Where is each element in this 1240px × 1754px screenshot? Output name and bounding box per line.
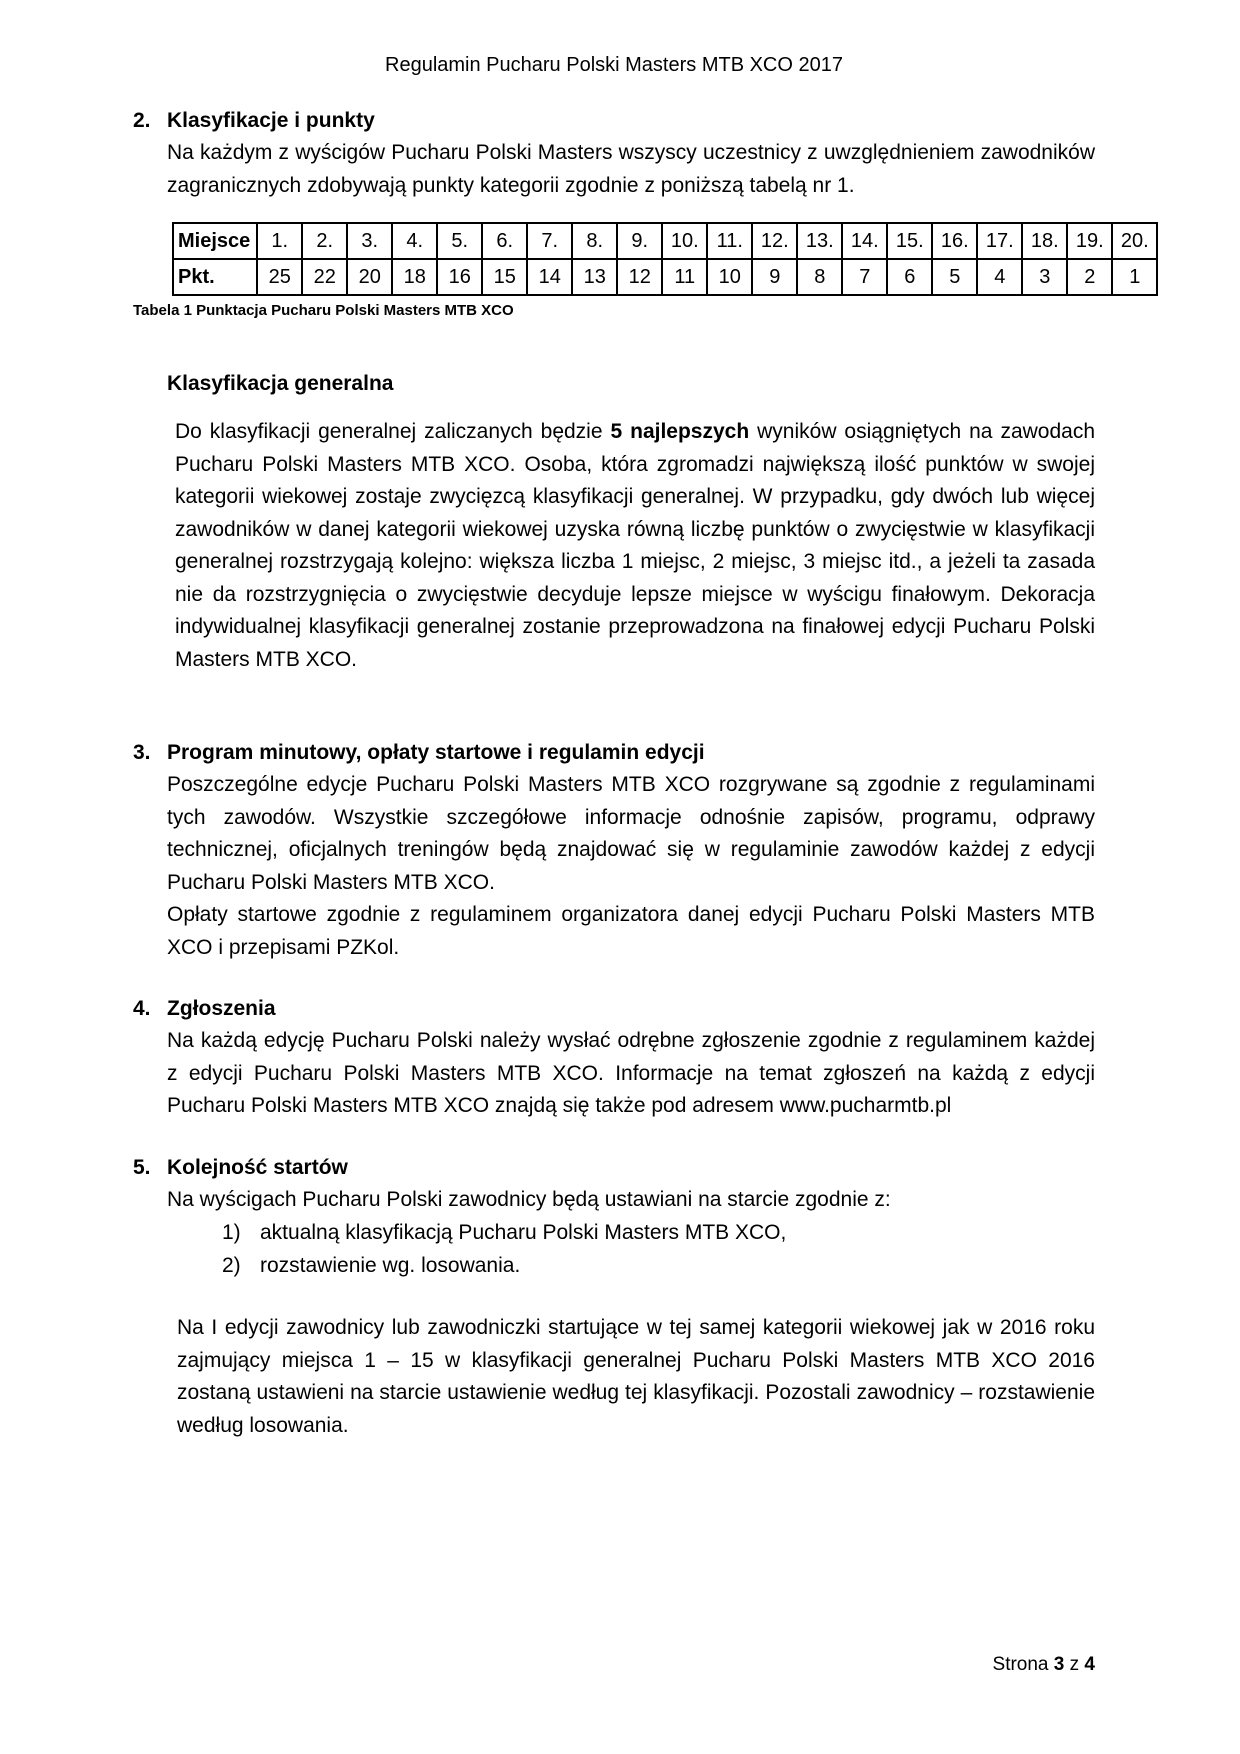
table-cell: 11 (662, 259, 707, 295)
section-3-title: Program minutowy, opłaty startowe i regulamin edycji (167, 741, 705, 764)
table-cell: 22 (302, 259, 347, 295)
document-title: Regulamin Pucharu Polski Masters MTB XCO 2017 (385, 54, 843, 76)
table-cell: 19. (1067, 223, 1112, 259)
table-cell: 1. (257, 223, 302, 259)
section-3-paragraph-1: Poszczególne edycje Pucharu Polski Masters MTB XCO rozgrywane są zgodnie z regulaminami tych zawodów. Wszystkie szczegółowe informacje odnośnie zapisów, programu, odprawy technicznej, oficjalnych treningów będą znajdować się w regulaminie zawodów każdej z edycji Pucharu Polski Masters MTB XCO. (167, 773, 1095, 894)
list-item-marker: 2) (222, 1254, 241, 1277)
subsection-heading: Klasyfikacja generalna (167, 372, 394, 395)
table-cell: 5 (932, 259, 977, 295)
start-order-list (222, 1216, 1095, 1282)
table-cell: 6 (887, 259, 932, 295)
section-5-number: 5. (133, 1155, 151, 1179)
table-cell: 17. (977, 223, 1022, 259)
table-cell: 20. (1112, 223, 1157, 259)
section-4-title: Zgłoszenia (167, 997, 276, 1020)
list-item (222, 1249, 1095, 1282)
table-cell: 9 (752, 259, 797, 295)
section-2-heading (133, 104, 1095, 137)
page-number-prefix: Strona (992, 1654, 1054, 1675)
section-4-paragraph: Na każdą edycję Pucharu Polski należy wysłać odrębne zgłoszenie zgodnie z regulaminem każdej z edycji Pucharu Polski Masters MTB XCO. Informacje na temat zgłoszeń na każdą z edycji Pucharu Polski Masters MTB XCO znajdą się także pod adresem www.pucharmtb.pl (167, 1029, 1095, 1117)
list-item-text: rozstawienie wg. losowania. (260, 1254, 521, 1277)
table-cell: 18. (1022, 223, 1067, 259)
points-table (172, 222, 1158, 296)
section-5-heading (133, 1151, 1095, 1184)
table-row-points (173, 259, 1157, 295)
emphasized-text: 5 najlepszych (610, 420, 750, 443)
text-segment: Do klasyfikacji generalnej zaliczanych będzie (175, 420, 611, 443)
table-cell: 11. (707, 223, 752, 259)
section-3-number: 3. (133, 741, 151, 764)
table-cell: 2 (1067, 259, 1112, 295)
general-classification-paragraph (175, 416, 1095, 676)
table-cell: 7. (527, 223, 572, 259)
table-cell: 6. (482, 223, 527, 259)
section-4-heading (133, 992, 1095, 1025)
list-item (222, 1216, 1095, 1249)
section-4-number: 4. (133, 997, 151, 1020)
table-cell: 16 (437, 259, 482, 295)
table-cell: 13. (797, 223, 842, 259)
table-cell: 14 (527, 259, 572, 295)
text-segment: wyników osiągniętych na zawodach Pucharu Polski Masters MTB XCO. Osoba, która zgromadzi największą ilość punktów w swojej kategorii wiekowej zostaje zwycięzcą klasyfikacji generalnej. W przypadku, gdy dwóch lub więcej zawodników w danej kategorii wiekowej uzyska równą liczbę punktów o zwycięstwie w klasyfikacji generalnej rozstrzygają kolejno: większa liczba 1 miejsc, 2 miejsc, 3 miejsc itd., a jeżeli ta zasada nie da rozstrzygnięcia o zwycięstwie decyduje lepsze miejsce w wyścigu finałowym. Dekoracja indywidualnej klasyfikacji generalnej zostanie przeprowadzona na finałowej edycji Pucharu Polski Masters MTB XCO. (175, 420, 1096, 671)
table-row-header-place: Miejsce (173, 223, 257, 259)
table-cell: 13 (572, 259, 617, 295)
section-5-closing-paragraph: Na I edycji zawodnicy lub zawodniczki startujące w tej samej kategorii wiekowej jak w 2016 roku zajmujący miejsca 1 – 15 w klasyfikacji generalnej Pucharu Polski Masters MTB XCO 2016 zostaną ustawieni na starcie ustawienie według tej klasyfikacji. Pozostali zawodnicy – rozstawienie według losowania. (177, 1316, 1095, 1437)
page-number-current: 3 (1053, 1654, 1065, 1675)
table-cell: 10. (662, 223, 707, 259)
section-5-title: Kolejność startów (167, 1155, 348, 1179)
table-cell: 2. (302, 223, 347, 259)
table-cell: 15. (887, 223, 932, 259)
table-row-header-points: Pkt. (173, 259, 257, 295)
page-number-total: 4 (1084, 1654, 1095, 1675)
section-3-paragraph-2: Opłaty startowe zgodnie z regulaminem organizatora danej edycji Pucharu Polski Masters MTB XCO i przepisami PZKol. (167, 903, 1095, 959)
list-item-text: aktualną klasyfikacją Pucharu Polski Masters MTB XCO, (260, 1221, 787, 1244)
page-number (993, 1654, 1095, 1676)
table-cell: 18 (392, 259, 437, 295)
section-2-intro-paragraph: Na każdym z wyścigów Pucharu Polski Masters wszyscy uczestnicy z uwzględnieniem zawodników zagranicznych zdobywają punkty kategorii zgodnie z poniższą tabelą nr 1. (167, 141, 1095, 197)
table-caption: Tabela 1 Punktacja Pucharu Polski Masters MTB XCO (133, 302, 514, 319)
table-cell: 25 (257, 259, 302, 295)
table-cell: 5. (437, 223, 482, 259)
section-3-heading (133, 736, 1095, 769)
table-cell: 16. (932, 223, 977, 259)
table-cell: 10 (707, 259, 752, 295)
table-cell: 8. (572, 223, 617, 259)
table-row-places (173, 223, 1157, 259)
table-cell: 9. (617, 223, 662, 259)
table-cell: 12. (752, 223, 797, 259)
section-2-number: 2. (133, 109, 151, 132)
section-2-title: Klasyfikacje i punkty (167, 109, 375, 132)
table-cell: 8 (797, 259, 842, 295)
table-cell: 3 (1022, 259, 1067, 295)
table-cell: 1 (1112, 259, 1157, 295)
table-cell: 7 (842, 259, 887, 295)
table-cell: 3. (347, 223, 392, 259)
page-number-separator: z (1064, 1654, 1085, 1675)
table-cell: 15 (482, 259, 527, 295)
table-cell: 20 (347, 259, 392, 295)
section-5-intro: Na wyścigach Pucharu Polski zawodnicy będą ustawiani na starcie zgodnie z: (167, 1187, 891, 1211)
table-cell: 4 (977, 259, 1022, 295)
list-item-marker: 1) (222, 1221, 241, 1244)
table-cell: 14. (842, 223, 887, 259)
table-cell: 12 (617, 259, 662, 295)
table-cell: 4. (392, 223, 437, 259)
